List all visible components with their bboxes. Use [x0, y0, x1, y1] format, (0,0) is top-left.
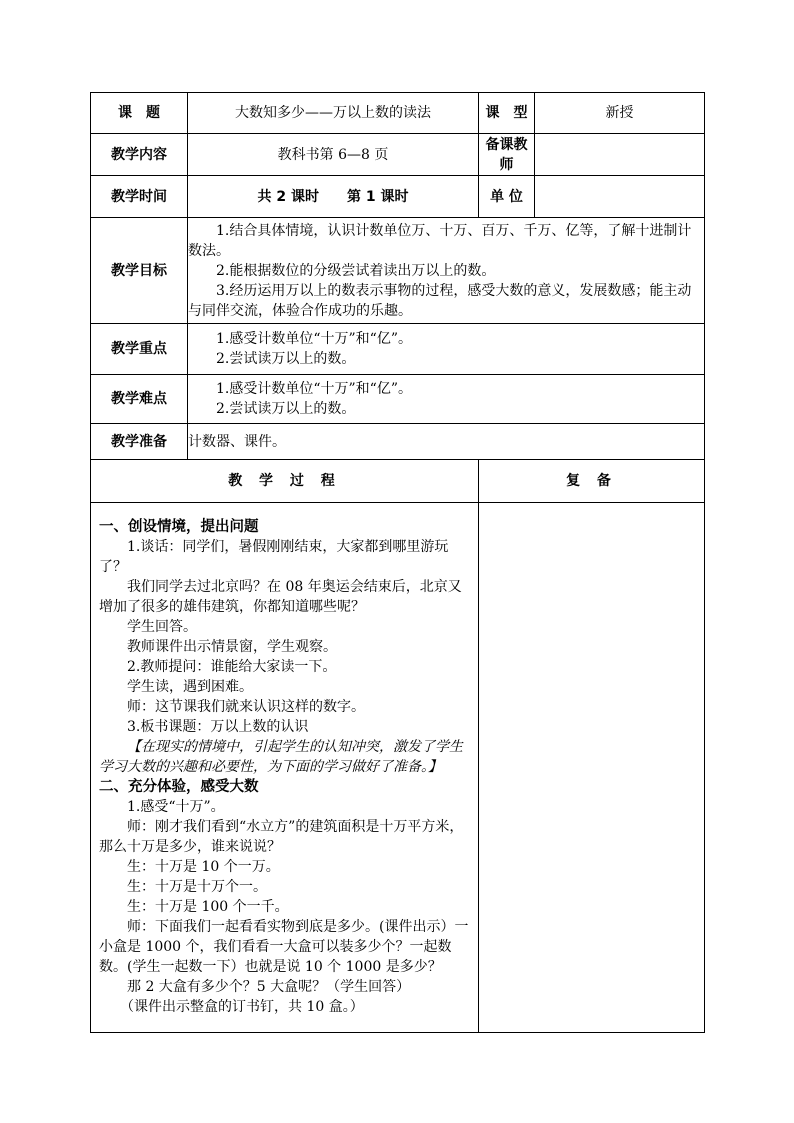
- process-line: 1.感受“十万”。: [127, 799, 225, 815]
- process-line: 学生读，遇到困难。: [127, 679, 253, 695]
- content-label: 教学内容: [91, 134, 188, 176]
- process-line: 师：刚才我们看到“水立方”的建筑面积是十万平方米，那么十万是多少，谁来说说？: [99, 819, 464, 855]
- topic-label: 课 题: [91, 93, 188, 134]
- key-point-line: 2.尝试读万以上的数。: [216, 351, 356, 367]
- teacher-value: [535, 134, 705, 176]
- unit-label: 单 位: [479, 176, 535, 218]
- process-line: 生：十万是 100 个一千。: [127, 899, 289, 915]
- key-points-content: [188, 324, 705, 375]
- process-line: 生：十万是 10 个一万。: [127, 859, 280, 875]
- type-value: 新授: [535, 93, 705, 134]
- difficulty-line: 2.尝试读万以上的数。: [216, 401, 356, 417]
- goal-line: 1.结合具体情境，认识计数单位万、十万、百万、千万、亿等，了解十进制计数法。: [188, 222, 692, 259]
- type-label: 课 型: [479, 93, 535, 134]
- process-content: [91, 503, 479, 1033]
- section1-title: 一、创设情境，提出问题: [99, 519, 259, 535]
- difficulties-label: 教学难点: [91, 375, 188, 424]
- topic-value: 大数知多少——万以上数的读法: [188, 93, 479, 134]
- time-value: 共 2 课时 第 1 课时: [188, 176, 479, 218]
- process-line: 1.谈话：同学们，暑假刚刚结束，大家都到哪里游玩了？: [99, 539, 449, 575]
- process-line: 师：这节课我们就来认识这样的数字。: [127, 699, 365, 715]
- goal-line: 3.经历运用万以上的数表示事物的过程，感受大数的意义，发展数感；能主动与同伴交流，体验合作成功的乐趣。: [188, 282, 692, 319]
- difficulty-line: 1.感受计数单位“十万”和“亿”。: [216, 381, 412, 397]
- review-title: 复 备: [479, 460, 705, 503]
- process-line: 师：下面我们一起看看实物到底是多少。(课件出示）一小盒是 1000 个，我们看看一大盒可以装多少个？一起数数。(学生一起数一下）也就是说 10 个 1000 是多少？: [99, 919, 469, 975]
- preparation-value: 计数器、课件。: [188, 424, 705, 460]
- design-note: 【在现实的情境中，引起学生的认知冲突，激发了学生学习大数的兴趣和必要性，为下面的学习做好了准备。】: [99, 739, 463, 775]
- goals-label: 教学目标: [91, 218, 188, 324]
- review-content: [479, 503, 705, 1033]
- section2-title: 二、充分体验，感受大数: [99, 779, 259, 795]
- process-line: 那 2 大盒有多少个？5 大盒呢？（学生回答）: [127, 979, 411, 995]
- difficulties-content: [188, 375, 705, 424]
- goal-line: 2.能根据数位的分级尝试着读出万以上的数。: [216, 262, 496, 279]
- process-line: 3.板书课题：万以上数的认识: [127, 719, 309, 735]
- time-label: 教学时间: [91, 176, 188, 218]
- process-line: 生：十万是十万个一。: [127, 879, 267, 895]
- goals-content: [188, 218, 705, 324]
- process-line: 我们同学去过北京吗？在 08 年奥运会结束后，北京又增加了很多的雄伟建筑，你都知道哪些呢？: [99, 579, 462, 615]
- process-line: 2.教师提问：谁能给大家读一下。: [127, 659, 337, 675]
- process-line: 教师课件出示情景窗，学生观察。: [127, 639, 337, 655]
- teacher-label: 备课教师: [479, 134, 535, 176]
- lesson-plan-table: [90, 92, 705, 1033]
- key-points-label: 教学重点: [91, 324, 188, 375]
- content-value: 教科书第 6—8 页: [188, 134, 479, 176]
- process-line: 学生回答。: [127, 619, 197, 635]
- unit-value: [535, 176, 705, 218]
- preparation-label: 教学准备: [91, 424, 188, 460]
- process-title: 教 学 过 程: [91, 460, 479, 503]
- key-point-line: 1.感受计数单位“十万”和“亿”。: [216, 331, 412, 347]
- process-line: （课件出示整盒的订书钉，共 10 盒。）: [120, 999, 364, 1015]
